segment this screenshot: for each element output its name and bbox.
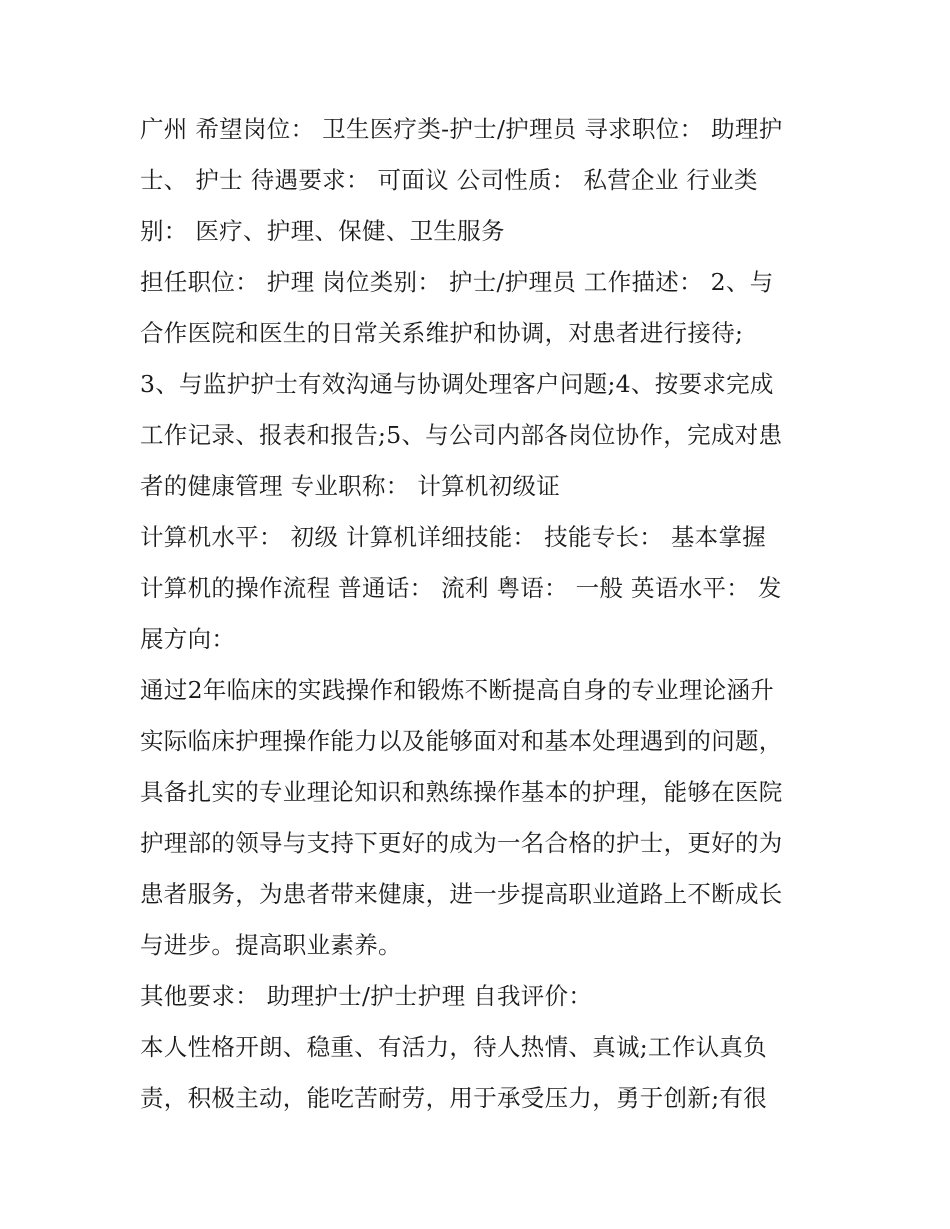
text-line: 合作医院和医生的日常关系维护和协调，对患者进行接待; [140,319,744,347]
text-line: 具备扎实的专业理论知识和熟练操作基本的护理，能够在医院 [140,778,783,806]
text-line: 通过2年临床的实践操作和锻炼不断提高自身的专业理论涵升 [140,676,775,704]
text-line: 别： 医疗、护理、保健、卫生服务 [140,217,505,245]
document-body [140,104,830,1124]
text-line: 实际临床护理操作能力以及能够面对和基本处理遇到的问题， [140,727,783,755]
text-line: 本人性格开朗、稳重、有活力，待人热情、真诚;工作认真负 [140,1033,768,1061]
text-line: 广州 希望岗位： 卫生医疗类-护士/护理员 寻求职位： 助理护 [140,115,783,143]
text-line: 患者服务，为患者带来健康，进一步提高职业道路上不断成长 [140,880,783,908]
text-line: 3、与监护护士有效沟通与协调处理客户问题;4、按要求完成 [140,370,774,398]
text-line: 计算机的操作流程 普通话： 流利 粤语： 一般 英语水平： 发 [140,574,782,602]
text-line: 展方向： [140,625,236,653]
text-line: 责，积极主动，能吃苦耐劳，用于承受压力，勇于创新;有很 [140,1084,768,1112]
text-line: 担任职位： 护理 岗位类别： 护士/护理员 工作描述： 2、与 [140,268,774,296]
text-line: 与进步。提高职业素养。 [140,931,402,959]
text-line: 者的健康管理 专业职称： 计算机初级证 [140,472,561,500]
text-line: 计算机水平： 初级 计算机详细技能： 技能专长： 基本掌握 [140,523,767,551]
text-line: 工作记录、报表和报告;5、与公司内部各岗位协作，完成对患 [140,421,783,449]
text-line: 护理部的领导与支持下更好的成为一名合格的护士，更好的为 [140,829,783,857]
text-line: 其他要求： 助理护士/护士护理 自我评价： [140,982,593,1010]
text-line: 士、 护士 待遇要求： 可面议 公司性质： 私营企业 行业类 [140,166,758,194]
